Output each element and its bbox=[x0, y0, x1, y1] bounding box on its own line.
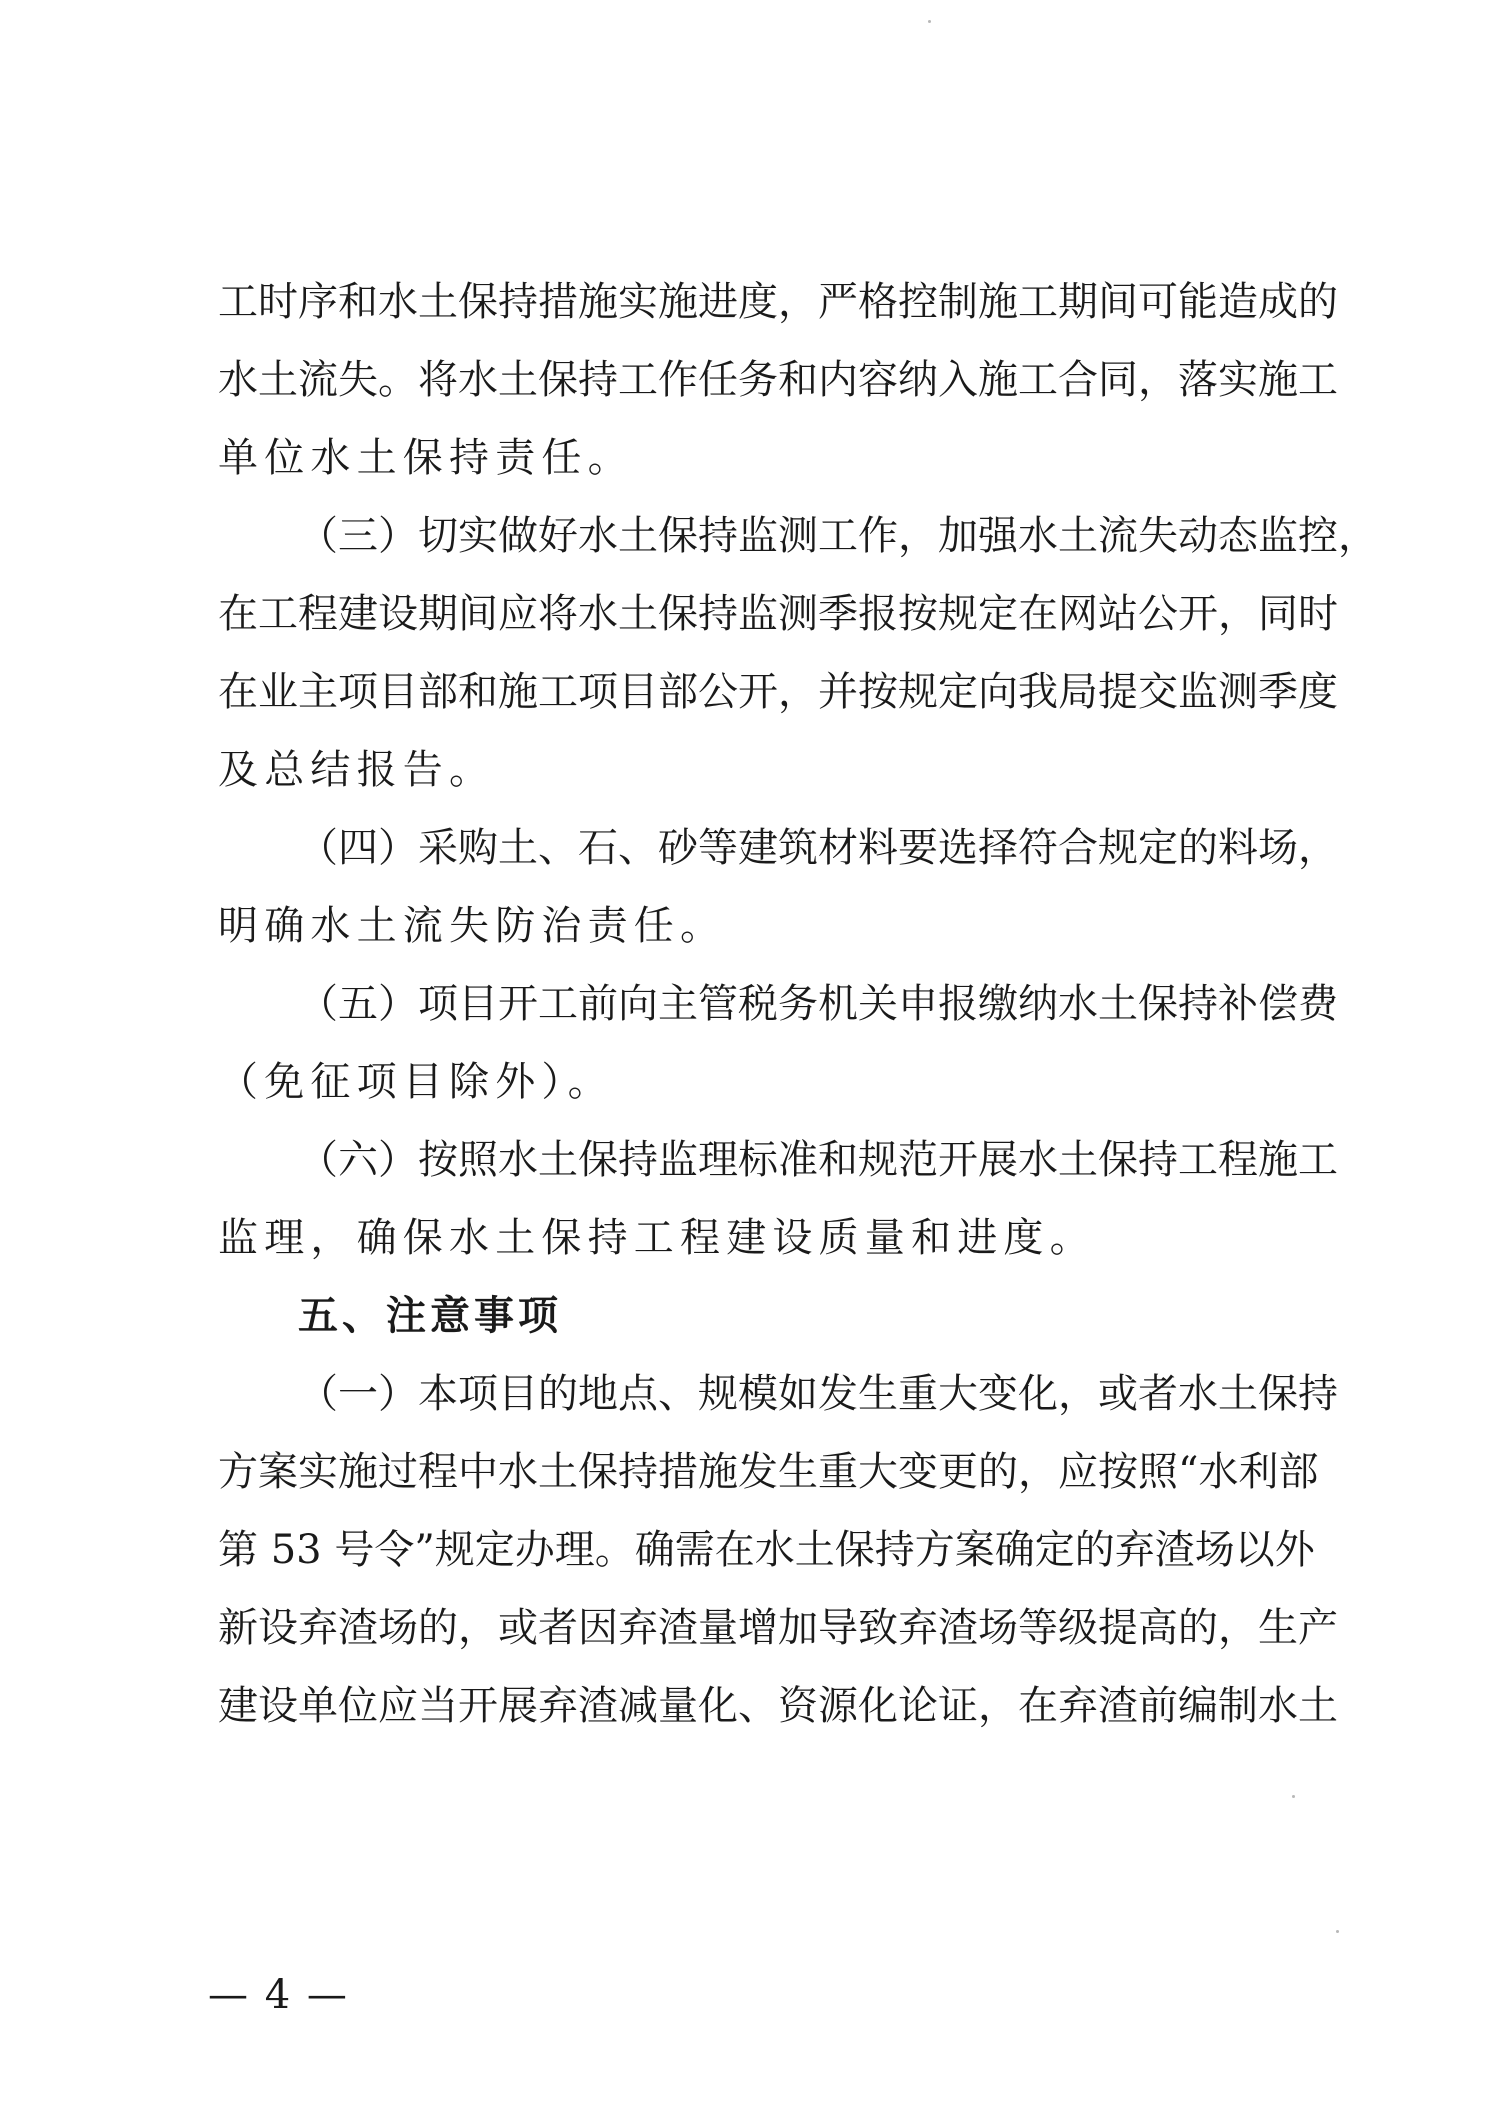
paragraph-4-line-2: （免征项目除外）。 bbox=[218, 1059, 614, 1105]
paragraph-6-line-3: 第 53 号令”规定办理。确需在水土保持方案确定的弃渣场以外 bbox=[218, 1527, 1315, 1573]
section-heading: 五、注意事项 bbox=[298, 1293, 562, 1339]
paragraph-2-line-1: （三）切实做好水土保持监测工作，加强水土流失动态监控， bbox=[298, 513, 1378, 559]
scan-speck bbox=[1292, 1795, 1295, 1798]
paragraph-6-line-2: 方案实施过程中水土保持措施发生重大变更的，应按照“水利部 bbox=[218, 1449, 1319, 1495]
paragraph-3-line-1: （四）采购土、石、砂等建筑材料要选择符合规定的料场， bbox=[298, 825, 1338, 871]
paragraph-2-line-2: 在工程建设期间应将水土保持监测季报按规定在网站公开，同时 bbox=[218, 591, 1338, 637]
paragraph-5-line-2: 监理，确保水土保持工程建设质量和进度。 bbox=[218, 1215, 1096, 1261]
scan-speck bbox=[1336, 1930, 1339, 1933]
paragraph-1-line-2: 水土流失。将水土保持工作任务和内容纳入施工合同，落实施工 bbox=[218, 357, 1338, 403]
scan-speck bbox=[928, 20, 931, 23]
paragraph-5-line-1: （六）按照水土保持监理标准和规范开展水土保持工程施工 bbox=[298, 1137, 1338, 1183]
paragraph-6-line-5: 建设单位应当开展弃渣减量化、资源化论证，在弃渣前编制水土 bbox=[218, 1683, 1338, 1729]
paragraph-6-line-4: 新设弃渣场的，或者因弃渣量增加导致弃渣场等级提高的，生产 bbox=[218, 1605, 1338, 1651]
paragraph-1-line-3: 单位水土保持责任。 bbox=[218, 435, 634, 481]
paragraph-6-line-1: （一）本项目的地点、规模如发生重大变化，或者水土保持 bbox=[298, 1371, 1338, 1417]
paragraph-2-line-3: 在业主项目部和施工项目部公开，并按规定向我局提交监测季度 bbox=[218, 669, 1338, 715]
page-number: — 4 — bbox=[208, 1972, 349, 2018]
paragraph-2-line-4: 及总结报告。 bbox=[218, 747, 496, 793]
paragraph-1-line-1: 工时序和水土保持措施实施进度，严格控制施工期间可能造成的 bbox=[218, 279, 1338, 325]
paragraph-4-line-1: （五）项目开工前向主管税务机关申报缴纳水土保持补偿费 bbox=[298, 981, 1338, 1027]
paragraph-3-line-2: 明确水土流失防治责任。 bbox=[218, 903, 727, 949]
